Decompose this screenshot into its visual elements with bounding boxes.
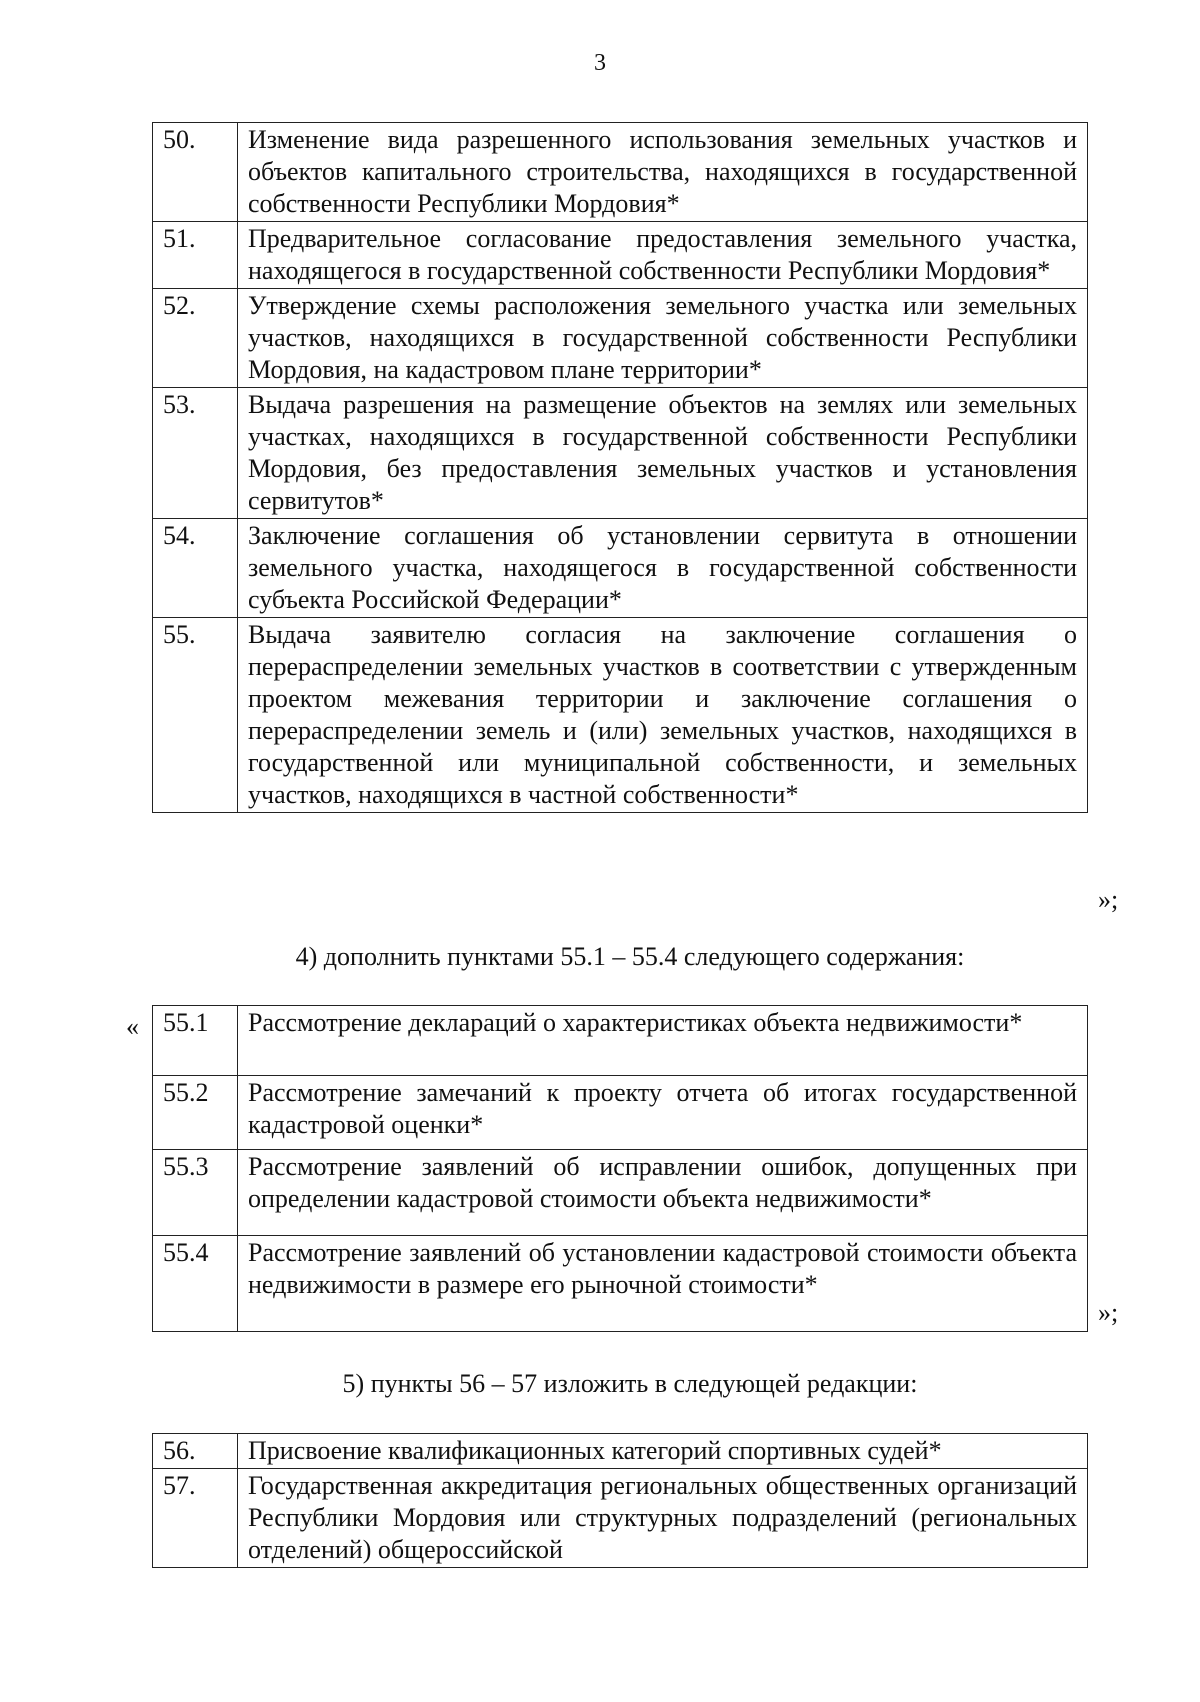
page-number: 3 — [594, 50, 606, 76]
row-text: Заключение соглашения об установлении сервитута в отношении земельного участка, находящегося в государственной собственности субъекта Российской Федерации* — [238, 519, 1088, 618]
row-number: 55.3 — [153, 1150, 238, 1236]
table-row — [153, 123, 1088, 222]
table-row — [153, 1434, 1088, 1469]
amendment-paragraph-5: 5) пункты 56 – 57 изложить в следующей редакции: — [342, 1369, 918, 1398]
closing-quote: »; — [1098, 885, 1119, 914]
row-text: Выдача заявителю согласия на заключение соглашения о перераспределении земельных участков в соответствии с утвержденным проектом межевания территории и заключение соглашения о перераспределении земель и (или) земельных участков, находящихся в государственной или муниципальной собственности, и земельных участков, находящихся в частной собственности* — [238, 618, 1088, 813]
row-text: Рассмотрение заявлений об установлении кадастровой стоимости объекта недвижимости в размере его рыночной стоимости* — [238, 1236, 1088, 1332]
row-text: Утверждение схемы расположения земельного участка или земельных участков, находящихся в государственной собственности Республики Мордовия, на кадастровом плане территории* — [238, 289, 1088, 388]
row-number: 50. — [153, 123, 238, 222]
table-row — [153, 222, 1088, 289]
table-row — [153, 519, 1088, 618]
row-number: 54. — [153, 519, 238, 618]
table-row — [153, 1006, 1088, 1076]
amendment-paragraph-4: 4) дополнить пунктами 55.1 – 55.4 следующего содержания: — [295, 942, 965, 971]
row-text: Предварительное согласование предоставления земельного участка, находящегося в государственной собственности Республики Мордовия* — [238, 222, 1088, 289]
row-number: 55. — [153, 618, 238, 813]
table-row — [153, 1469, 1088, 1568]
row-text: Выдача разрешения на размещение объектов на землях или земельных участках, находящихся в государственной собственности Республики Мордовия, без предоставления земельных участков и установления сервитутов* — [238, 388, 1088, 519]
row-text: Присвоение квалификационных категорий спортивных судей* — [238, 1434, 1088, 1469]
closing-quote: »; — [1098, 1298, 1119, 1327]
row-number: 51. — [153, 222, 238, 289]
row-number: 56. — [153, 1434, 238, 1469]
row-text: Рассмотрение замечаний к проекту отчета об итогах государственной кадастровой оценки* — [238, 1076, 1088, 1150]
row-text: Рассмотрение заявлений об исправлении ошибок, допущенных при определении кадастровой стоимости объекта недвижимости* — [238, 1150, 1088, 1236]
row-number: 57. — [153, 1469, 238, 1568]
row-text: Рассмотрение деклараций о характеристиках объекта недвижимости* — [238, 1006, 1088, 1076]
table-row — [153, 388, 1088, 519]
services-table-55-1-55-4 — [152, 1005, 1088, 1332]
table-row — [153, 618, 1088, 813]
table-row — [153, 1076, 1088, 1150]
row-number: 53. — [153, 388, 238, 519]
row-number: 55.2 — [153, 1076, 238, 1150]
services-table-56-57 — [152, 1433, 1088, 1568]
row-text: Изменение вида разрешенного использования земельных участков и объектов капитального строительства, находящихся в государственной собственности Республики Мордовия* — [238, 123, 1088, 222]
opening-quote: « — [126, 1012, 139, 1041]
table-row — [153, 289, 1088, 388]
table-row — [153, 1236, 1088, 1332]
row-number: 55.1 — [153, 1006, 238, 1076]
row-number: 52. — [153, 289, 238, 388]
row-number: 55.4 — [153, 1236, 238, 1332]
services-table-50-55 — [152, 122, 1088, 813]
table-row — [153, 1150, 1088, 1236]
row-text: Государственная аккредитация региональных общественных организаций Республики Мордовия или структурных подразделений (региональных отделений) общероссийской — [238, 1469, 1088, 1568]
